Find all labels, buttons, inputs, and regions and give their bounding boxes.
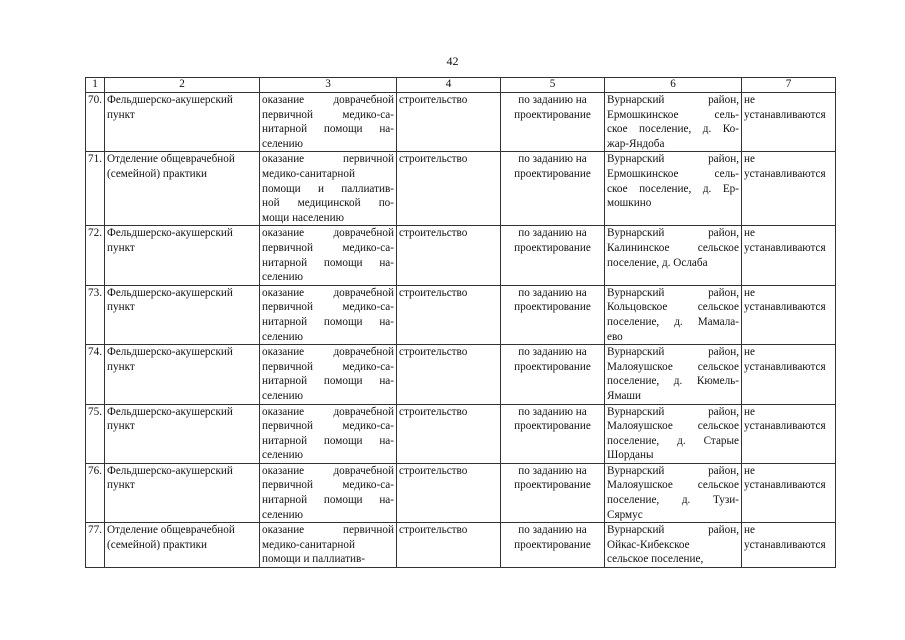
object-name-line: пункт [107,479,135,492]
object-location-line: Малояушское сельское [607,420,739,433]
object-location [605,285,742,344]
design-basis-line: по заданию на [518,346,587,359]
object-purpose [260,93,397,152]
object-purpose-line: первичной медико-са- [262,360,394,373]
design-basis-line: по заданию на [518,286,587,299]
object-location-line: жар-Яндоба [607,137,665,150]
page-number: 42 [446,54,459,68]
object-location [605,345,742,404]
object-location [605,523,742,568]
object-location-line: Малояушское сельское [607,360,739,373]
object-purpose-line: селению [262,389,303,402]
object-location-line: Кольцовское сельское [607,301,739,314]
object-name [105,463,260,522]
object-purpose-line: оказание доврачебной [262,94,394,106]
object-purpose-line: нитарной помощи на- [262,375,394,388]
design-basis [501,152,605,226]
design-basis-line: по заданию на [518,94,587,106]
object-location-line: Ермошкинское сель- [607,167,739,180]
object-purpose-line: нитарной помощи на- [262,256,394,269]
object-purpose-line: оказание первичной [262,524,394,537]
design-basis [501,404,605,463]
object-purpose-line: первичной медико-са- [262,420,394,433]
object-name [105,152,260,226]
table-row [86,463,836,522]
object-location-line: поселение, д. Ослаба [607,256,708,269]
row-number: 71. [86,152,105,226]
object-location-line: Вурнарский район, [607,524,739,537]
object-purpose-line: нитарной помощи на- [262,315,394,328]
object-location-line: ское поселение, д. Ко- [607,123,739,136]
row-number: 77. [86,523,105,568]
object-purpose [260,404,397,463]
object-location-line: Калининское сельское [607,241,739,254]
protection-zones: не устанавливаются [742,152,836,226]
design-basis [501,463,605,522]
object-name-line: пункт [107,108,135,121]
object-name-line: Фельдшерско-акушерский [107,286,233,299]
object-purpose-line: мощи населению [262,211,344,224]
object-location-line: Вурнарский район, [607,346,739,359]
object-location-line: Шорданы [607,449,654,462]
object-location-line: поселение, д. Мамала- [607,315,739,328]
object-purpose-line: ной медицинской по- [262,197,394,210]
table-row [86,152,836,226]
object-location-line: Вурнарский район, [607,464,739,477]
object-location-line: поселение, д. Кюмель- [607,375,739,388]
object-name-line: Фельдшерско-акушерский [107,346,233,359]
column-header: 2 [105,78,260,93]
object-type: строительство [397,523,501,568]
object-location [605,152,742,226]
design-basis-line: по заданию на [518,524,587,537]
row-number: 72. [86,226,105,285]
object-location-line: Ойкас-Кибекское [607,538,690,551]
row-number: 73. [86,285,105,344]
column-header: 7 [742,78,836,93]
objects-table [85,77,836,568]
object-location-line: Ермошкинское сель- [607,108,739,121]
object-location-line: поселение, д. Старые [607,434,739,447]
object-purpose [260,463,397,522]
column-header: 6 [605,78,742,93]
object-purpose-line: первичной медико-са- [262,301,394,314]
table-row [86,404,836,463]
object-name [105,404,260,463]
object-location-line: Сярмус [607,508,643,521]
design-basis [501,285,605,344]
object-purpose-line: первичной медико-са- [262,479,394,492]
object-purpose-line: нитарной помощи на- [262,494,394,507]
object-purpose-line: первичной медико-са- [262,241,394,254]
object-purpose-line: селению [262,271,303,284]
protection-zones: не устанавливаются [742,285,836,344]
object-type: строительство [397,345,501,404]
object-name-line: пункт [107,301,135,314]
table-row [86,226,836,285]
object-name [105,523,260,568]
object-name-line: Фельдшерско-акушерский [107,227,233,240]
object-location-line: Вурнарский район, [607,286,739,299]
object-name-line: Фельдшерско-акушерский [107,94,233,106]
object-purpose-line: помощи и паллиатив- [262,182,394,195]
object-purpose-line: оказание доврачебной [262,346,394,359]
object-location-line: поселение, д. Тузи- [607,494,739,507]
object-location [605,463,742,522]
object-purpose-line: оказание доврачебной [262,464,394,477]
object-type: строительство [397,226,501,285]
object-location-line: сельское поселение, [607,553,704,566]
column-header: 1 [86,78,105,93]
object-purpose-line: селению [262,330,303,343]
object-purpose-line: медико-санитарной [262,538,355,551]
object-purpose [260,152,397,226]
object-purpose-line: селению [262,449,303,462]
row-number: 76. [86,463,105,522]
design-basis [501,523,605,568]
object-type: строительство [397,404,501,463]
design-basis-line: по заданию на [518,227,587,240]
object-location-line: ево [607,330,623,343]
row-number: 74. [86,345,105,404]
object-location-line: Малояушское сельское [607,479,739,492]
object-location-line: ское поселение, д. Ер- [607,182,739,195]
object-purpose-line: нитарной помощи на- [262,123,394,136]
protection-zones: не устанавливаются [742,226,836,285]
object-name-line: (семейной) практики [107,538,208,551]
object-name-line: Фельдшерско-акушерский [107,405,233,418]
object-location-line: Вурнарский район, [607,227,739,240]
object-location-line: Ямаши [607,389,642,402]
column-header: 4 [397,78,501,93]
object-location [605,93,742,152]
design-basis-line: проектирование [514,108,591,121]
object-name-line: пункт [107,420,135,433]
design-basis-line: по заданию на [518,153,587,166]
object-location [605,404,742,463]
object-purpose [260,226,397,285]
object-purpose-line: оказание доврачебной [262,227,394,240]
object-name-line: Отделение общеврачебной [107,153,235,166]
column-header: 5 [501,78,605,93]
object-purpose-line: нитарной помощи на- [262,434,394,447]
object-location [605,226,742,285]
protection-zones: не устанавливаются [742,345,836,404]
object-purpose-line: помощи и паллиатив- [262,553,365,566]
design-basis-line: проектирование [514,479,591,492]
object-name-line: Отделение общеврачебной [107,524,235,537]
design-basis [501,93,605,152]
object-name-line: Фельдшерско-акушерский [107,464,233,477]
object-purpose-line: оказание доврачебной [262,286,394,299]
object-name [105,285,260,344]
object-name [105,345,260,404]
design-basis-line: проектирование [514,301,591,314]
object-purpose-line: селению [262,508,303,521]
header-row [86,78,836,93]
object-purpose-line: оказание первичной [262,153,394,166]
protection-zones: не устанавливаются [742,523,836,568]
object-location-line: Вурнарский район, [607,94,739,106]
protection-zones: не устанавливаются [742,404,836,463]
object-location-line: мошкино [607,197,652,210]
object-name [105,226,260,285]
design-basis-line: проектирование [514,538,591,551]
object-name-line: (семейной) практики [107,167,208,180]
design-basis-line: проектирование [514,420,591,433]
object-purpose-line: первичной медико-са- [262,108,394,121]
object-location-line: Вурнарский район, [607,153,739,166]
design-basis [501,226,605,285]
object-purpose [260,523,397,568]
protection-zones: не устанавливаются [742,463,836,522]
row-number: 70. [86,93,105,152]
object-type: строительство [397,463,501,522]
object-type: строительство [397,152,501,226]
object-name-line: пункт [107,360,135,373]
object-purpose [260,285,397,344]
object-type: строительство [397,93,501,152]
object-name [105,93,260,152]
object-purpose-line: оказание доврачебной [262,405,394,418]
object-name-line: пункт [107,241,135,254]
design-basis-line: проектирование [514,241,591,254]
protection-zones: не устанавливаются [742,93,836,152]
row-number: 75. [86,404,105,463]
object-purpose [260,345,397,404]
design-basis-line: по заданию на [518,405,587,418]
table-row [86,285,836,344]
design-basis-line: проектирование [514,167,591,180]
design-basis-line: по заданию на [518,464,587,477]
design-basis-line: проектирование [514,360,591,373]
table-row [86,523,836,568]
table-row [86,93,836,152]
object-type: строительство [397,285,501,344]
object-purpose-line: селению [262,137,303,150]
design-basis [501,345,605,404]
table-row [86,345,836,404]
column-header: 3 [260,78,397,93]
object-location-line: Вурнарский район, [607,405,739,418]
object-purpose-line: медико-санитарной [262,167,355,180]
